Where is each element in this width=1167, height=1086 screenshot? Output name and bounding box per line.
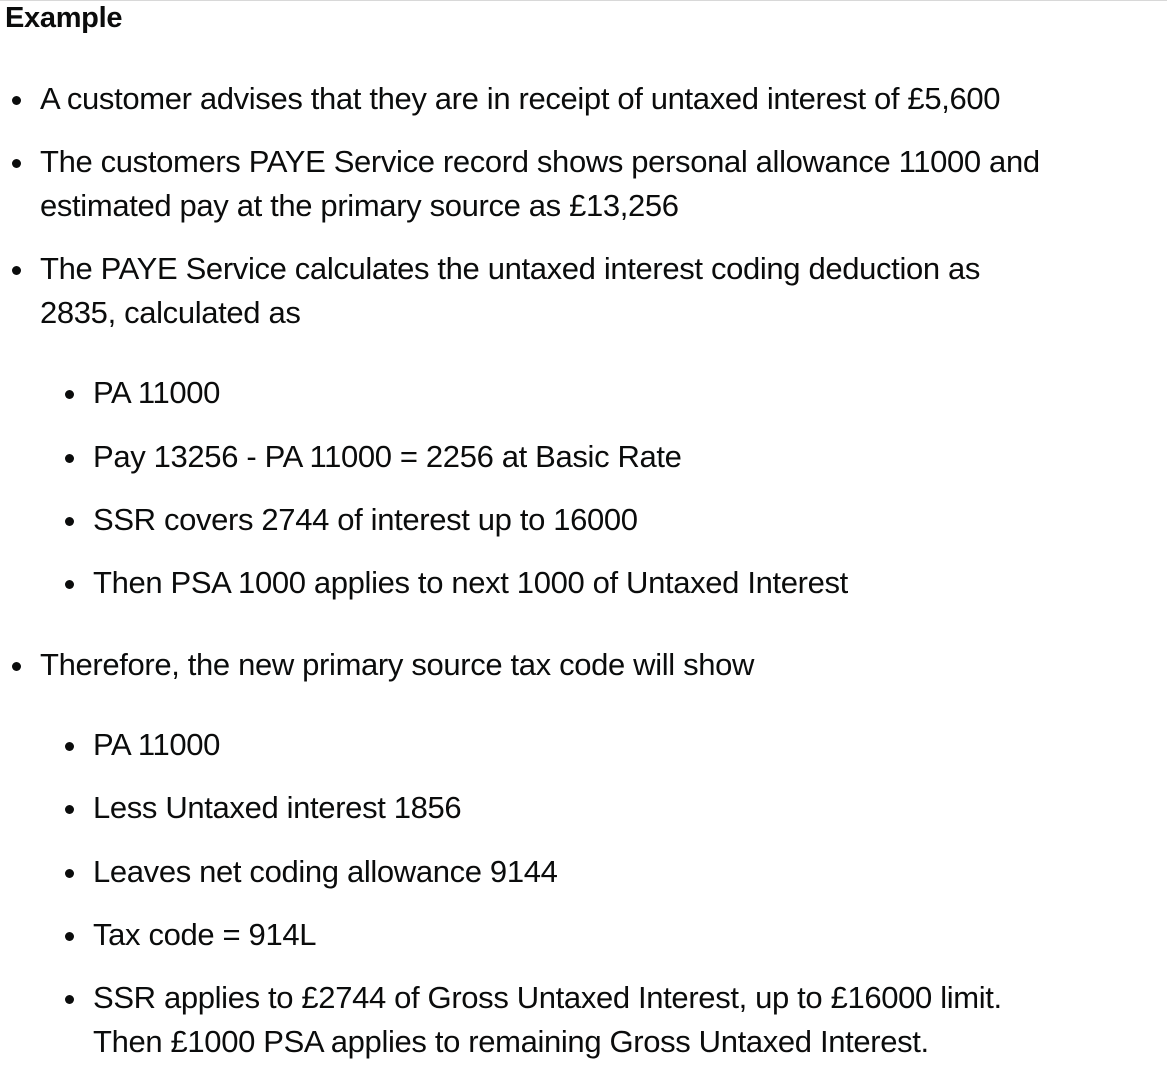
list-item-text: SSR covers 2744 of interest up to 16000 [93,502,638,537]
list-item-text: PA 11000 [93,727,221,762]
list-item-text: Then PSA 1000 applies to next 1000 of Untaxed Interest [93,565,848,600]
bullet-icon [65,517,74,526]
list-item-line: estimated pay at the primary source as £13,256 [40,188,679,223]
bullet-icon [65,742,74,751]
bullet-icon [65,390,74,399]
list-item-text: Leaves net coding allowance 9144 [93,854,558,889]
list-item-line: The customers PAYE Service record shows personal allowance 11000 and [40,144,1040,179]
bullet-icon [65,995,74,1004]
bullet-icon [12,96,21,105]
list-item-text [40,247,980,335]
bullet-icon [12,266,21,275]
list-item-text: Tax code = 914L [93,917,317,952]
list-item-text: A customer advises that they are in receipt of untaxed interest of £5,600 [40,81,1001,116]
list-item-text: Less Untaxed interest 1856 [93,790,462,825]
list-item-line: SSR applies to £2744 of Gross Untaxed Interest, up to £16000 limit. [93,980,1002,1015]
list-item-line: Then £1000 PSA applies to remaining Gross Untaxed Interest. [93,1024,929,1059]
list-item-text: Pay 13256 - PA 11000 = 2256 at Basic Rate [93,439,682,474]
list-item-text: PA 11000 [93,375,221,410]
list-item-text [40,140,1040,228]
bullet-icon [12,159,21,168]
section-heading: Example [5,2,123,34]
bullet-icon [65,580,74,589]
list-item-line: 2835, calculated as [40,295,301,330]
bullet-icon [65,869,74,878]
bullet-icon [12,662,21,671]
bullet-icon [65,454,74,463]
top-divider [0,0,1167,1]
list-item-text [93,976,1002,1064]
list-item-text: Therefore, the new primary source tax code will show [40,647,755,682]
bullet-icon [65,805,74,814]
bullet-icon [65,932,74,941]
list-item-line: The PAYE Service calculates the untaxed interest coding deduction as [40,251,981,286]
